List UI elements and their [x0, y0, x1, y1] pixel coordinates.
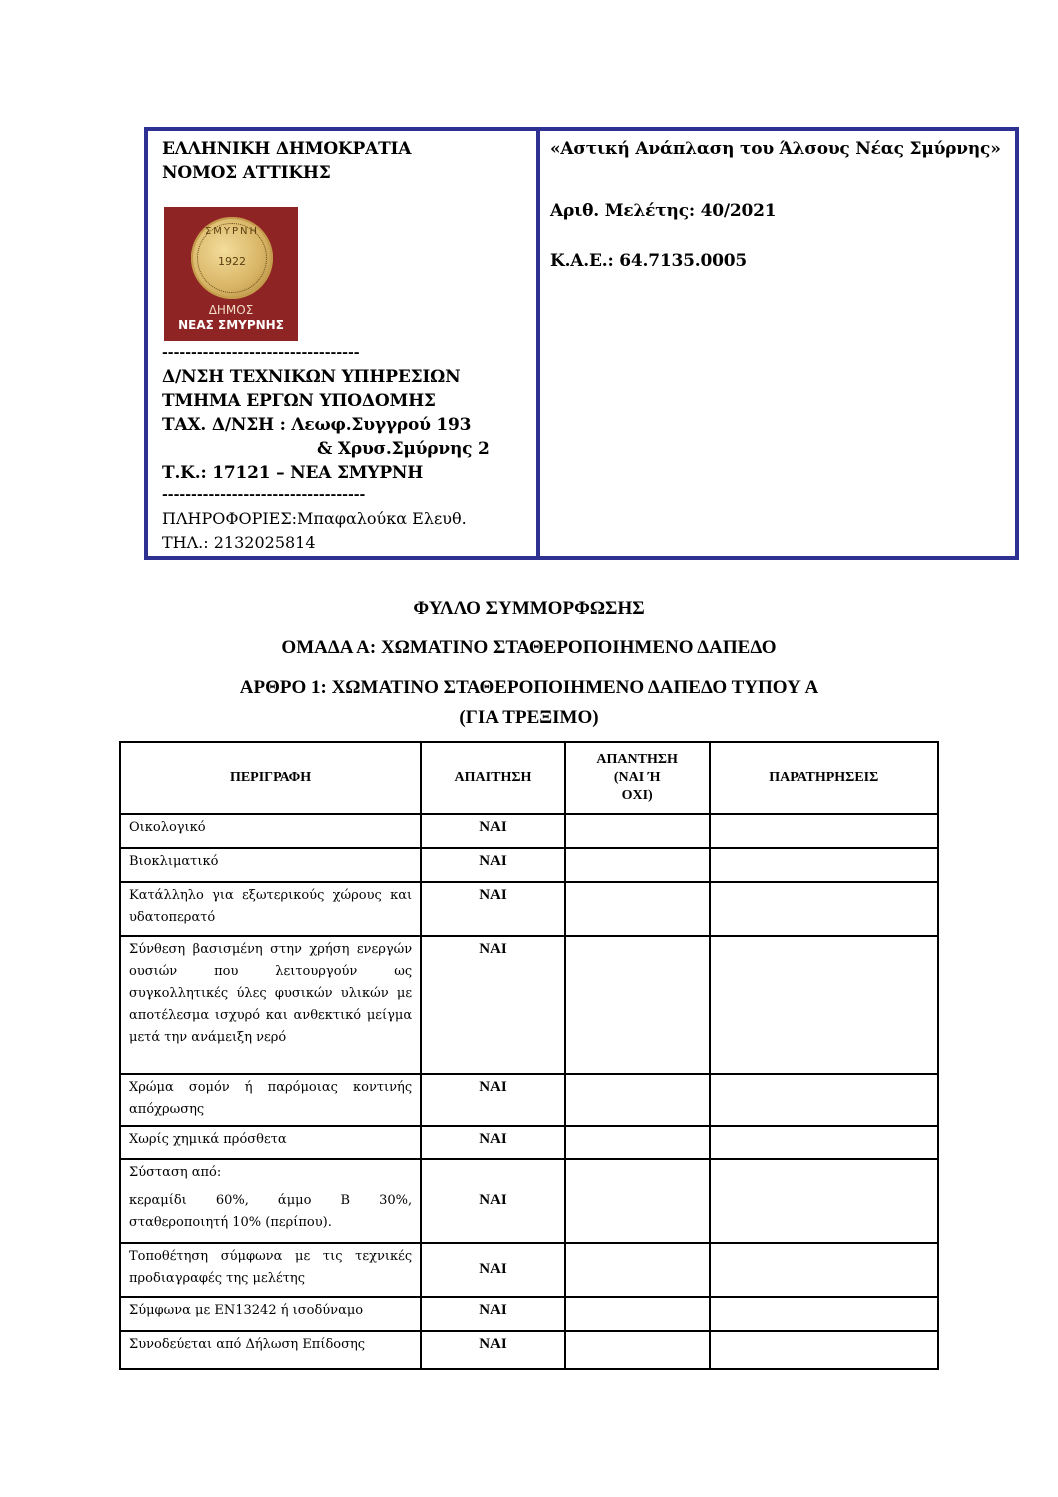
separator: ----------------------------------	[162, 345, 360, 361]
table-row: Σύμφωνα με ΕΝ13242 ή ισοδύναμο ΝΑΙ	[120, 1297, 938, 1331]
prefecture-label: ΝΟΜΟΣ ΑΤΤΙΚΗΣ	[162, 163, 331, 183]
table-row: Σύνθεση βασισμένη στην χρήση ενεργών ουσιών που λειτουργούν ως συγκολλητικές ύλες φυσικών υλικών με αποτέλεσμα ισχυρό και ανθεκτικό μείγμα μετά την ανάμειξη νερό ΝΑΙ	[120, 936, 938, 1074]
table-row: Βιοκλιματικό ΝΑΙ	[120, 848, 938, 882]
answer-cell[interactable]	[565, 1159, 710, 1243]
study-number: Αριθ. Μελέτης: 40/2021	[550, 201, 777, 221]
answer-cell[interactable]	[565, 1297, 710, 1331]
logo-text-dimos: ΔΗΜΟΣ	[208, 303, 254, 317]
column-header-answer: ΑΠΑΝΤΗΣΗ (ΝΑΙ Ή ΟΧΙ)	[565, 742, 710, 814]
postal-code: Τ.Κ.: 17121 – ΝΕΑ ΣΜΥΡΝΗ	[162, 463, 424, 483]
remarks-cell[interactable]	[710, 1126, 938, 1159]
answer-cell[interactable]	[565, 882, 710, 936]
remarks-cell[interactable]	[710, 1159, 938, 1243]
column-header-remarks: ΠΑΡΑΤΗΡΗΣΕΙΣ	[710, 742, 938, 814]
compliance-table	[119, 741, 939, 1370]
kae-code: Κ.Α.Ε.: 64.7135.0005	[550, 251, 747, 271]
contact-phone: ΤΗΛ.: 2132025814	[162, 533, 316, 552]
remarks-cell[interactable]	[710, 1297, 938, 1331]
table-header-row	[120, 742, 938, 814]
remarks-cell[interactable]	[710, 1243, 938, 1297]
remarks-cell[interactable]	[710, 814, 938, 848]
coin-emblem-icon: ΣΜΥΡΝΗ 1922	[191, 217, 273, 299]
contact-info: ΠΛΗΡΟΦΟΡΙΕΣ:Μπαφαλούκα Ελευθ.	[162, 509, 467, 528]
article-title: ΑΡΘΡΟ 1: ΧΩΜΑΤΙΝΟ ΣΤΑΘΕΡΟΠΟΙΗΜΕΝΟ ΔΑΠΕΔΟ ΤΥΠΟΥ Α	[239, 677, 819, 698]
answer-cell[interactable]	[565, 1074, 710, 1126]
municipality-logo	[164, 207, 298, 341]
answer-cell[interactable]	[565, 936, 710, 1074]
answer-cell[interactable]	[565, 1243, 710, 1297]
remarks-cell[interactable]	[710, 936, 938, 1074]
column-header-requirement: ΑΠΑΙΤΗΣΗ	[421, 742, 565, 814]
remarks-cell[interactable]	[710, 882, 938, 936]
separator: -----------------------------------	[162, 487, 366, 503]
table-row: Σύσταση από: κεραμίδι 60%, άμμο Β 30%, σταθεροποιητή 10% (περίπου). ΝΑΙ	[120, 1159, 938, 1243]
answer-cell[interactable]	[565, 848, 710, 882]
department-label: Δ/ΝΣΗ ΤΕΧΝΙΚΩΝ ΥΠΗΡΕΣΙΩΝ	[162, 367, 461, 387]
document-header	[144, 127, 1019, 560]
table-row: Οικολογικό ΝΑΙ	[120, 814, 938, 848]
answer-cell[interactable]	[565, 1331, 710, 1369]
country-label: ΕΛΛΗΝΙΚΗ ΔΗΜΟΚΡΑΤΙΑ	[162, 139, 412, 159]
article-subtitle: (ΓΙΑ ΤΡΕΞΙΜΟ)	[459, 707, 599, 728]
table-row: Χωρίς χημικά πρόσθετα ΝΑΙ	[120, 1126, 938, 1159]
postal-address-cont: & Χρυσ.Σμύρνης 2	[317, 439, 490, 459]
doc-title: ΦΥΛΛΟ ΣΥΜΜΟΡΦΩΣΗΣ	[413, 598, 645, 619]
group-title: ΟΜΑΔΑ Α: ΧΩΜΑΤΙΝΟ ΣΤΑΘΕΡΟΠΟΙΗΜΕΝΟ ΔΑΠΕΔΟ	[281, 637, 777, 658]
remarks-cell[interactable]	[710, 1331, 938, 1369]
remarks-cell[interactable]	[710, 848, 938, 882]
project-title: «Αστική Ανάπλαση του Άλσους Νέας Σμύρνης»	[550, 139, 1001, 159]
answer-cell[interactable]	[565, 814, 710, 848]
table-row: Συνοδεύεται από Δήλωση Επίδοσης ΝΑΙ	[120, 1331, 938, 1369]
table-row: Τοποθέτηση σύμφωνα με τις τεχνικές προδιαγραφές της μελέτης ΝΑΙ	[120, 1243, 938, 1297]
header-left-cell	[148, 131, 540, 556]
section-label: ΤΜΗΜΑ ΕΡΓΩΝ ΥΠΟΔΟΜΗΣ	[162, 391, 436, 411]
table-row: Κατάλληλο για εξωτερικούς χώρους και υδατοπερατό ΝΑΙ	[120, 882, 938, 936]
column-header-description: ΠΕΡΙΓΡΑΦΗ	[120, 742, 421, 814]
postal-address: ΤΑΧ. Δ/ΝΣΗ : Λεωφ.Συγγρού 193	[162, 415, 472, 435]
logo-text-nea-smyrni: ΝΕΑΣ ΣΜΥΡΝΗΣ	[178, 318, 284, 332]
table-row: Χρώμα σομόν ή παρόμοιας κοντινής απόχρωσης ΝΑΙ	[120, 1074, 938, 1126]
header-right-cell	[540, 131, 1015, 556]
answer-cell[interactable]	[565, 1126, 710, 1159]
remarks-cell[interactable]	[710, 1074, 938, 1126]
